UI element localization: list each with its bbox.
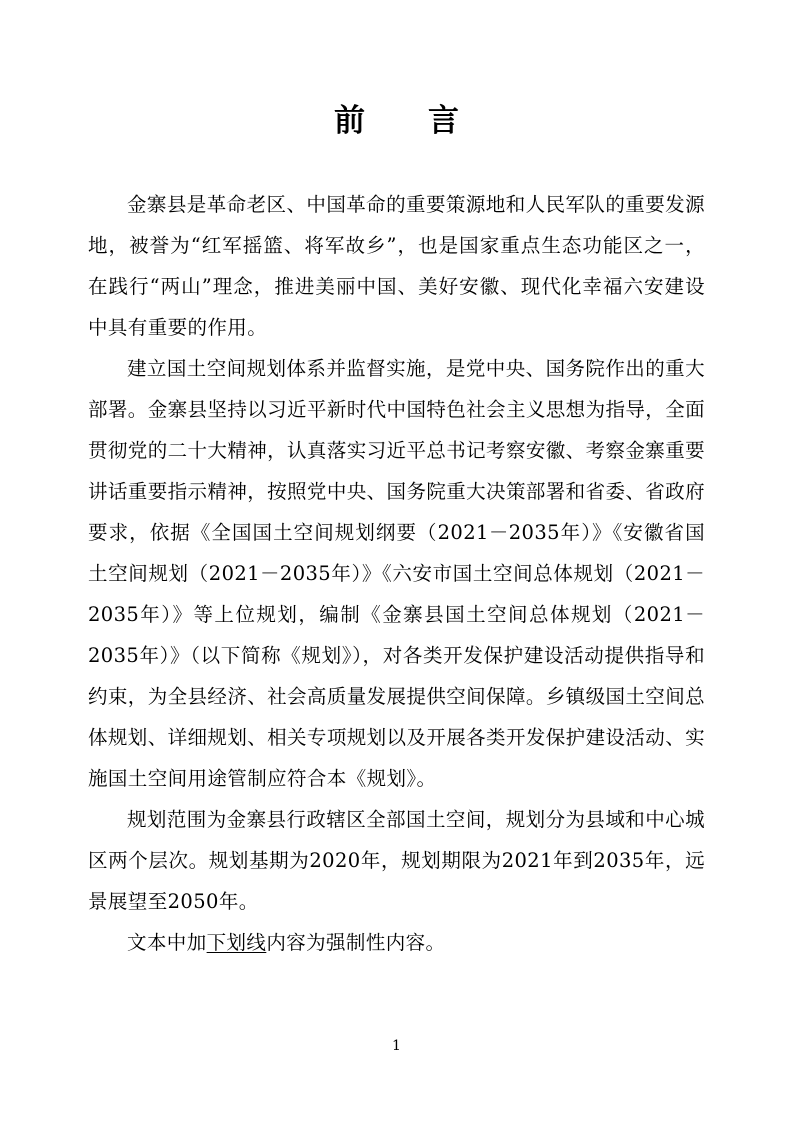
paragraph-1: 金寨县是革命老区、中国革命的重要策源地和人民军队的重要发源地，被誉为“红军摇篮、将军故乡”，也是国家重点生态功能区之一，在践行“两山”理念，推进美丽中国、美好安徽、现代化幸福六安建设中具有重要的作用。 <box>88 193 705 339</box>
note-suffix: 内容为强制性内容。 <box>266 931 446 954</box>
document-body <box>0 184 793 963</box>
page-title: 前 言 <box>334 103 475 139</box>
page-number: 1 <box>392 1038 401 1054</box>
note-underlined-term: 下划线 <box>206 931 267 954</box>
note-prefix: 文本中加 <box>127 931 207 954</box>
paragraph-4-note <box>88 922 705 963</box>
paragraph-3: 规划范围为金寨县行政辖区全部国土空间，规划分为县域和中心城区两个层次。规划基期为2020年，规划期限为2021年到2035年，远景展望至2050年。 <box>88 808 705 913</box>
paragraph-2: 建立国土空间规划体系并监督实施，是党中央、国务院作出的重大部署。金寨县坚持以习近平新时代中国特色社会主义思想为指导，全面贯彻党的二十大精神，认真落实习近平总书记考察安徽、考察金寨重要讲话重要指示精神，按照党中央、国务院重大决策部署和省委、省政府要求，依据《全国国土空间规划纲要（2021－2035年）》《安徽省国土空间规划（2021－2035年）》《六安市国土空间总体规划（2021－2035年）》等上位规划，编制《金寨县国土空间总体规划（2021－2035年）》（以下简称《规划》），对各类开发保护建设活动提供指导和约束，为全县经济、社会高质量发展提供空间保障。乡镇级国土空间总体规划、详细规划、相关专项规划以及开展各类开发保护建设活动、实施国土空间用途管制应符合本《规划》。 <box>88 357 705 790</box>
